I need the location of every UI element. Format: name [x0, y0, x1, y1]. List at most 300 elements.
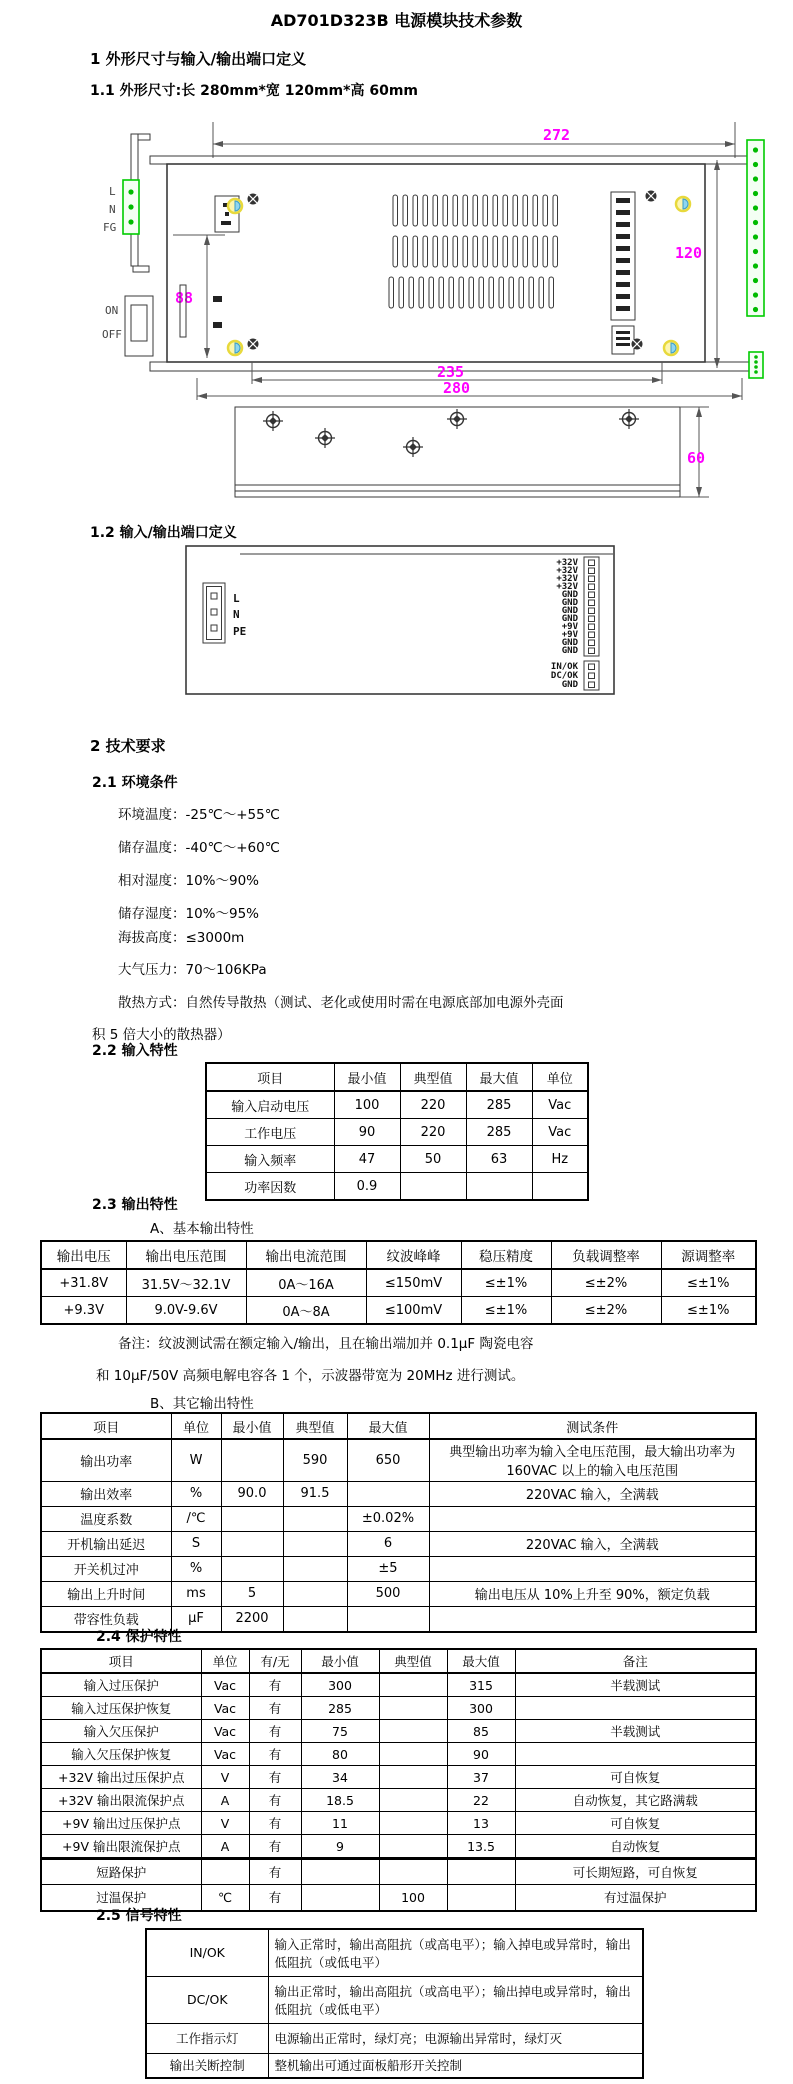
table-cell [429, 1506, 756, 1531]
table-cell: 0A～16A [246, 1269, 366, 1297]
table-cell: ms [171, 1581, 221, 1606]
table-cell: 9 [301, 1835, 379, 1859]
table-cell: 100 [334, 1091, 400, 1119]
mounting-hole-icon [228, 341, 242, 355]
table-cell: 0.9 [334, 1173, 400, 1201]
table-cell: 最小值 [334, 1063, 400, 1091]
table-cell: 备注 [515, 1649, 756, 1673]
table-cell: 有 [249, 1859, 301, 1885]
table-cell: 自动恢复 [515, 1835, 756, 1859]
dc-pin-label: +9V [561, 630, 578, 640]
dimension-272 [213, 122, 735, 158]
env-line: 积 5 倍大小的散热器） [92, 1027, 231, 1043]
table-cell: ≤±2% [551, 1297, 661, 1325]
table-cell: 半载测试 [515, 1720, 756, 1743]
table-cell: 220VAC 输入，全满载 [429, 1531, 756, 1556]
screw-icon [619, 409, 639, 429]
table-cell: ≤100mV [366, 1297, 461, 1325]
table-cell: +32V 输出过压保护点 [41, 1766, 201, 1789]
table-cell: +9V 输出过压保护点 [41, 1812, 201, 1835]
table-cell: 带容性负载 [41, 1606, 171, 1632]
dimension-120 [675, 160, 720, 368]
table-cell: 典型输出功率为输入全电压范围，最大输出功率为 160VAC 以上的输入电压范围 [429, 1439, 756, 1481]
table-cell: 22 [447, 1789, 515, 1812]
screw-icon [646, 191, 657, 202]
table-cell: Vac [532, 1119, 588, 1146]
table-cell: 75 [301, 1720, 379, 1743]
table-cell: 220VAC 输入，全满载 [429, 1481, 756, 1506]
signal-pin-label: IN/OK [550, 662, 578, 672]
table-cell: /℃ [171, 1506, 221, 1531]
table-row [146, 2023, 643, 2053]
table-cell: 有 [249, 1766, 301, 1789]
ac-connector [123, 180, 139, 234]
table-row [41, 1556, 756, 1581]
section-2-4-heading: 2.4 保护特性 [96, 1629, 182, 1645]
table-cell: 纹波峰峰 [366, 1241, 461, 1269]
table-cell [221, 1506, 283, 1531]
table-header-row [41, 1241, 756, 1269]
table-cell [221, 1531, 283, 1556]
table-cell: 可自恢复 [515, 1812, 756, 1835]
ac-pin-label: FG [103, 221, 117, 234]
table-cell: 典型值 [400, 1063, 466, 1091]
dim-88-label: 88 [175, 289, 194, 307]
table-cell: +9V 输出限流保护点 [41, 1835, 201, 1859]
table-row [41, 1766, 756, 1789]
table-cell: 最大值 [347, 1413, 429, 1439]
dc-pin-label: GND [561, 598, 578, 608]
table-row [206, 1091, 588, 1119]
table-cell: 输出电压范围 [126, 1241, 246, 1269]
dim-60-label: 60 [687, 449, 706, 467]
table-cell: 自动恢复，其它路满载 [515, 1789, 756, 1812]
table-cell: 输入欠压保护 [41, 1720, 201, 1743]
table-cell: 有 [249, 1812, 301, 1835]
table-cell: 功率因数 [206, 1173, 334, 1201]
table-cell: 100 [379, 1885, 447, 1911]
ac-port-connector [203, 583, 225, 643]
dc-pin-labels [556, 558, 578, 656]
table-cell [447, 1885, 515, 1911]
table-cell: W [171, 1439, 221, 1481]
table-row [41, 1531, 756, 1556]
table-cell: 电源输出正常时，绿灯亮；电源输出异常时，绿灯灭 [268, 2023, 643, 2053]
table-cell: 有 [249, 1673, 301, 1697]
table-cell: 单位 [532, 1063, 588, 1091]
dc-pin-label: GND [561, 590, 578, 600]
marking [213, 296, 222, 302]
table-cell: Vac [532, 1091, 588, 1119]
table-cell [379, 1789, 447, 1812]
table-cell: 过温保护 [41, 1885, 201, 1911]
table-cell: 220 [400, 1119, 466, 1146]
table-cell: 可自恢复 [515, 1766, 756, 1789]
table-cell: 50 [400, 1146, 466, 1173]
table-cell: S [171, 1531, 221, 1556]
port-ac-label: L [233, 592, 240, 605]
table-cell: 开机输出延迟 [41, 1531, 171, 1556]
table-cell: A [201, 1835, 249, 1859]
table-cell: 有 [249, 1835, 301, 1859]
table-row [41, 1581, 756, 1606]
table-cell: 285 [301, 1697, 379, 1720]
table-cell: +31.8V [41, 1269, 126, 1297]
env-line: 环境温度：-25℃～+55℃ [118, 807, 280, 823]
table-cell: 34 [301, 1766, 379, 1789]
section-2-2-heading: 2.2 输入特性 [92, 1043, 178, 1059]
table-cell: 47 [334, 1146, 400, 1173]
section-2-5-heading: 2.5 信号特性 [96, 1908, 182, 1924]
table-cell: ≤±2% [551, 1269, 661, 1297]
table-row [41, 1789, 756, 1812]
mounting-hole-icon [664, 341, 678, 355]
marking [213, 322, 222, 328]
env-line: 储存温度：-40℃～+60℃ [118, 840, 280, 856]
table-cell: 可长期短路，可自恢复 [515, 1859, 756, 1885]
dc-port-connector [584, 557, 599, 656]
panel-label-block [612, 326, 634, 354]
table-cell: 13.5 [447, 1835, 515, 1859]
table-cell: 源调整率 [661, 1241, 756, 1269]
table-cell: 590 [283, 1439, 347, 1481]
table-row [41, 1269, 756, 1297]
dim-272-label: 272 [543, 126, 571, 144]
table-cell: 输出电压 [41, 1241, 126, 1269]
table-cell: DC/OK [146, 1976, 268, 2023]
panel-outline [186, 546, 614, 694]
env-line: 散热方式：自然传导散热（测试、老化或使用时需在电源底部加电源外壳面 [118, 995, 564, 1011]
table-cell [347, 1481, 429, 1506]
table-cell: 有 [249, 1789, 301, 1812]
table-row [146, 1929, 643, 1976]
table-cell: 5 [221, 1581, 283, 1606]
top-view-drawing [95, 100, 793, 400]
table-cell: 315 [447, 1673, 515, 1697]
dc-pin-label: GND [561, 638, 578, 648]
table-cell: 短路保护 [41, 1859, 201, 1885]
table-cell: 半载测试 [515, 1673, 756, 1697]
table-cell: 负载调整率 [551, 1241, 661, 1269]
table-cell [379, 1835, 447, 1859]
switch-on-label: ON [105, 304, 119, 317]
table-cell: 测试条件 [429, 1413, 756, 1439]
dim-235-label: 235 [437, 363, 465, 381]
section-1-heading: 1 外形尺寸与输入/输出端口定义 [90, 50, 307, 68]
table-cell: Vac [201, 1720, 249, 1743]
table-cell: 输入欠压保护恢复 [41, 1743, 201, 1766]
vent-slots-row [393, 195, 558, 226]
table-cell: 285 [466, 1119, 532, 1146]
dimension-60 [680, 407, 709, 497]
dim-120-label: 120 [675, 244, 703, 262]
table-cell: 单位 [201, 1649, 249, 1673]
screw-icon [263, 411, 283, 431]
section-1-2-heading: 1.2 输入/输出端口定义 [90, 525, 237, 541]
table-cell [283, 1556, 347, 1581]
dc-pin-label: GND [561, 614, 578, 624]
table-header-row [206, 1063, 588, 1091]
table-cell: 输入正常时，输出高阻抗（或高电平）；输入掉电或异常时，输出低阻抗（或低电平） [268, 1929, 643, 1976]
protection-table [40, 1648, 757, 1912]
dim-280-label: 280 [443, 379, 471, 397]
ripple-note: 和 10μF/50V 高频电解电容各 1 个，示波器带宽为 20MHz 进行测试。 [96, 1368, 525, 1384]
screw-icon [632, 339, 643, 350]
port-ac-label: N [233, 608, 240, 621]
table-row [41, 1812, 756, 1835]
dc-pin-label: +32V [556, 558, 578, 568]
table-cell: 85 [447, 1720, 515, 1743]
table-cell [379, 1766, 447, 1789]
table-cell [221, 1439, 283, 1481]
ripple-note: 备注：纹波测试需在额定输入/输出，且在输出端加并 0.1μF 陶瓷电容 [118, 1336, 534, 1352]
table-cell: 0A～8A [246, 1297, 366, 1325]
section-1-1-heading: 1.1 外形尺寸:长 280mm*宽 120mm*高 60mm [90, 83, 418, 99]
table-cell [515, 1743, 756, 1766]
table-cell: ≤150mV [366, 1269, 461, 1297]
section-2-3-heading: 2.3 输出特性 [92, 1197, 178, 1213]
table-cell: 输出上升时间 [41, 1581, 171, 1606]
table-cell [379, 1743, 447, 1766]
table-cell: 开关机过冲 [41, 1556, 171, 1581]
table-cell [283, 1531, 347, 1556]
table-cell [283, 1606, 347, 1632]
table-cell: 285 [466, 1091, 532, 1119]
dc-pin-label: +9V [561, 622, 578, 632]
table-cell: 500 [347, 1581, 429, 1606]
table-cell: 90 [447, 1743, 515, 1766]
dimension-280 [197, 378, 742, 400]
table-cell: % [171, 1481, 221, 1506]
table-cell: 2200 [221, 1606, 283, 1632]
other-output-label: B、其它输出特性 [150, 1396, 254, 1412]
switch-off-label: OFF [102, 328, 122, 341]
mounting-hole-icon [228, 199, 242, 213]
table-cell: % [171, 1556, 221, 1581]
table-cell: IN/OK [146, 1929, 268, 1976]
table-cell: 项目 [41, 1649, 201, 1673]
screw-icon [315, 428, 335, 448]
table-cell: ≤±1% [461, 1269, 551, 1297]
table-row [206, 1119, 588, 1146]
power-switch [125, 296, 153, 356]
table-cell [347, 1606, 429, 1632]
table-row [146, 2053, 643, 2078]
table-cell: V [201, 1812, 249, 1835]
table-row [146, 1976, 643, 2023]
table-cell: 输出关断控制 [146, 2053, 268, 2078]
table-cell: 输入过压保护恢复 [41, 1697, 201, 1720]
table-cell: 有 [249, 1720, 301, 1743]
table-header-row [41, 1413, 756, 1439]
table-row [41, 1835, 756, 1859]
table-cell: 91.5 [283, 1481, 347, 1506]
port-ac-label: PE [233, 625, 247, 638]
env-line: 储存湿度：10%～95% [118, 906, 260, 922]
table-cell: ≤±1% [461, 1297, 551, 1325]
table-cell [379, 1673, 447, 1697]
mounting-hole-icon [676, 197, 690, 211]
table-cell: ℃ [201, 1885, 249, 1911]
table-row [206, 1173, 588, 1201]
table-cell [221, 1556, 283, 1581]
table-cell: Vac [201, 1743, 249, 1766]
signal-pin-labels [551, 662, 579, 690]
page-title: AD701D323B 电源模块技术参数 [270, 11, 523, 30]
table-row [41, 1720, 756, 1743]
table-cell [447, 1859, 515, 1885]
signal-connector [749, 352, 763, 378]
signal-pin-label: DC/OK [550, 671, 578, 681]
table-cell: 90 [334, 1119, 400, 1146]
table-cell: 9.0V-9.6V [126, 1297, 246, 1325]
env-line: 海拔高度：≤3000m [118, 930, 245, 946]
table-cell: +32V 输出限流保护点 [41, 1789, 201, 1812]
table-cell: 最小值 [221, 1413, 283, 1439]
table-cell: Vac [201, 1697, 249, 1720]
table-cell: 输入过压保护 [41, 1673, 201, 1697]
table-cell [201, 1859, 249, 1885]
table-cell: 整机输出可通过面板船形开关控制 [268, 2053, 643, 2078]
signal-table [145, 1928, 644, 2079]
table-cell: μF [171, 1606, 221, 1632]
table-cell [466, 1173, 532, 1201]
port-definition-diagram [185, 545, 615, 695]
table-cell: 13 [447, 1812, 515, 1835]
table-cell [301, 1859, 379, 1885]
table-cell: ≤±1% [661, 1297, 756, 1325]
table-cell [301, 1885, 379, 1911]
bottom-view-drawing [95, 405, 793, 517]
dc-pin-label: +32V [556, 566, 578, 576]
input-characteristics-table [205, 1062, 589, 1201]
table-cell: A [201, 1789, 249, 1812]
screw-icon [248, 339, 259, 350]
table-cell: 输入启动电压 [206, 1091, 334, 1119]
screw-icon [403, 437, 423, 457]
table-cell: 工作指示灯 [146, 2023, 268, 2053]
table-cell: 220 [400, 1091, 466, 1119]
table-cell: 18.5 [301, 1789, 379, 1812]
table-cell [532, 1173, 588, 1201]
basic-output-table [40, 1240, 757, 1325]
table-cell: 最小值 [301, 1649, 379, 1673]
top-flange [150, 156, 755, 164]
dc-pin-label: GND [561, 646, 578, 656]
table-row [41, 1743, 756, 1766]
table-cell: 90.0 [221, 1481, 283, 1506]
table-cell: 输出功率 [41, 1439, 171, 1481]
table-row [41, 1297, 756, 1325]
table-cell [283, 1581, 347, 1606]
table-row [41, 1697, 756, 1720]
vent-slots-row [393, 236, 558, 267]
table-cell [429, 1606, 756, 1632]
table-cell [379, 1720, 447, 1743]
table-cell: 典型值 [379, 1649, 447, 1673]
other-output-table [40, 1412, 757, 1633]
table-cell: 输出正常时，输出高阻抗（或高电平）；输出掉电或异常时，输出低阻抗（或低电平） [268, 1976, 643, 2023]
table-cell [400, 1173, 466, 1201]
table-cell: 最大值 [466, 1063, 532, 1091]
table-cell: 输入频率 [206, 1146, 334, 1173]
table-cell: 有/无 [249, 1649, 301, 1673]
table-cell: 300 [447, 1697, 515, 1720]
table-cell: 有过温保护 [515, 1885, 756, 1911]
table-cell: 输出效率 [41, 1481, 171, 1506]
ac-pin-label: L [109, 185, 116, 198]
table-cell [379, 1859, 447, 1885]
basic-output-label: A、基本输出特性 [150, 1221, 254, 1237]
section-2-1-heading: 2.1 环境条件 [92, 775, 178, 791]
table-row [41, 1673, 756, 1697]
table-cell: 典型值 [283, 1413, 347, 1439]
table-cell: 有 [249, 1885, 301, 1911]
table-cell [429, 1556, 756, 1581]
table-cell: 温度系数 [41, 1506, 171, 1531]
table-cell: 650 [347, 1439, 429, 1481]
table-row [206, 1146, 588, 1173]
table-row [41, 1859, 756, 1885]
table-cell [379, 1812, 447, 1835]
table-cell: 输出电压从 10%上升至 90%，额定负载 [429, 1581, 756, 1606]
dc-pin-label: +32V [556, 574, 578, 584]
table-cell: Hz [532, 1146, 588, 1173]
table-cell: 项目 [206, 1063, 334, 1091]
screw-icon [447, 409, 467, 429]
table-cell: 300 [301, 1673, 379, 1697]
table-cell: 6 [347, 1531, 429, 1556]
table-cell: 工作电压 [206, 1119, 334, 1146]
table-cell: ≤±1% [661, 1269, 756, 1297]
table-cell: 37 [447, 1766, 515, 1789]
table-cell [515, 1697, 756, 1720]
table-cell: 63 [466, 1146, 532, 1173]
screw-icon [248, 194, 259, 205]
table-header-row [41, 1649, 756, 1673]
table-cell [283, 1506, 347, 1531]
table-cell: 80 [301, 1743, 379, 1766]
table-cell: 11 [301, 1812, 379, 1835]
table-row [41, 1439, 756, 1481]
table-cell: V [201, 1766, 249, 1789]
table-cell: 有 [249, 1743, 301, 1766]
ac-pin-label: N [109, 203, 116, 216]
table-cell: +9.3V [41, 1297, 126, 1325]
table-cell: 31.5V～32.1V [126, 1269, 246, 1297]
dc-pin-label: GND [561, 606, 578, 616]
table-row [41, 1481, 756, 1506]
table-cell [379, 1697, 447, 1720]
env-line: 大气压力：70～106KPa [118, 962, 267, 978]
section-2-heading: 2 技术要求 [90, 737, 166, 755]
table-cell: 最大值 [447, 1649, 515, 1673]
env-line: 相对湿度：10%～90% [118, 873, 260, 889]
table-cell: 单位 [171, 1413, 221, 1439]
signal-pin-label: GND [561, 680, 578, 690]
table-cell: ±5 [347, 1556, 429, 1581]
output-connector [747, 140, 764, 316]
table-cell: 稳压精度 [461, 1241, 551, 1269]
panel-label-strip [611, 192, 635, 320]
table-cell: Vac [201, 1673, 249, 1697]
table-cell: 有 [249, 1697, 301, 1720]
signal-port-connector [584, 661, 599, 690]
table-row [41, 1506, 756, 1531]
table-cell: 项目 [41, 1413, 171, 1439]
vent-slots-row [389, 277, 554, 308]
table-cell: 输出电流范围 [246, 1241, 366, 1269]
